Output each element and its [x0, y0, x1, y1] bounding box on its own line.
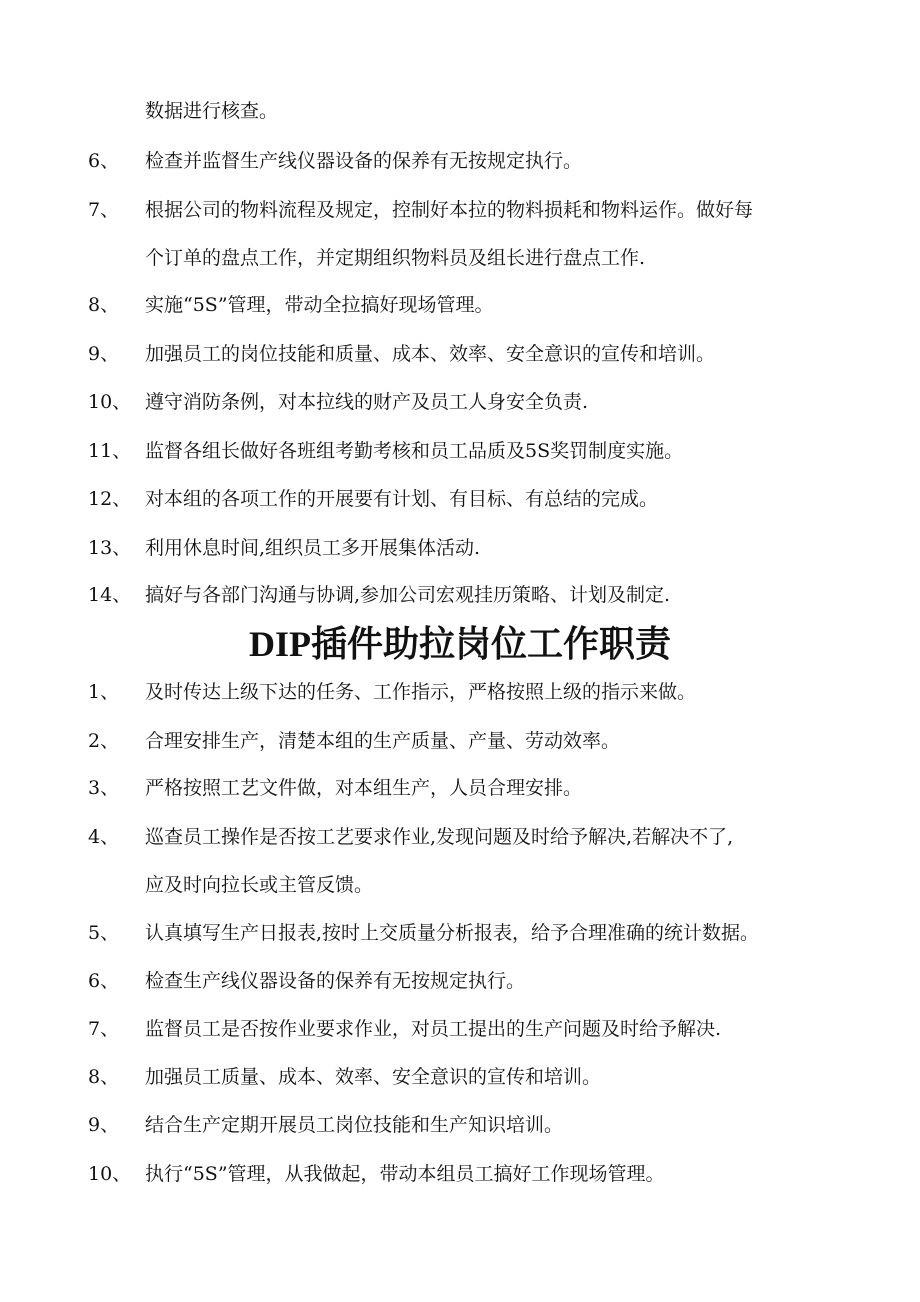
item-text: 及时传达上级下达的任务、工作指示，严格按照上级的指示来做。	[145, 681, 697, 703]
item-number: 8、	[88, 294, 120, 316]
item-number: 5、	[88, 922, 120, 944]
item-text: 个订单的盘点工作，并定期组织物料员及组长进行盘点工作.	[145, 247, 646, 269]
item-text: 应及时向拉长或主管反馈。	[145, 874, 374, 896]
item-text: 根据公司的物料流程及规定，控制好本拉的物料损耗和物料运作。做好每	[145, 199, 754, 221]
item-number: 13、	[88, 537, 132, 559]
item-number: 8、	[88, 1066, 120, 1088]
item-text: 加强员工的岗位技能和质量、成本、效率、安全意识的宣传和培训。	[145, 343, 716, 365]
item-text: 严格按照工艺文件做，对本组生产，人员合理安排。	[145, 777, 583, 799]
item-text: 利用休息时间,组织员工多开展集体活动.	[145, 537, 481, 559]
item-text: 搞好与各部门沟通与协调,参加公司宏观挂历策略、计划及制定.	[145, 584, 671, 606]
item-text: 遵守消防条例，对本拉线的财产及员工人身安全负责.	[145, 391, 589, 413]
item-number: 9、	[88, 1114, 120, 1136]
item-text: 监督各组长做好各班组考勤考核和员工品质及5S奖罚制度实施。	[145, 440, 684, 462]
item-number: 14、	[88, 584, 132, 606]
item-number: 12、	[88, 488, 132, 510]
item-text: 认真填写生产日报表,按时上交质量分析报表，给予合理准确的统计数据。	[145, 922, 760, 944]
continuation-text: 数据进行核查。	[145, 100, 279, 122]
item-text: 合理安排生产，清楚本组的生产质量、产量、劳动效率。	[145, 730, 621, 752]
item-number: 2、	[88, 730, 120, 752]
item-text: 实施“5S”管理，带动全拉搞好现场管理。	[145, 294, 494, 316]
item-text: 检查并监督生产线仪器设备的保养有无按规定执行。	[145, 150, 583, 172]
item-text: 执行“5S”管理，从我做起，带动本组员工搞好工作现场管理。	[145, 1163, 665, 1185]
item-number: 9、	[88, 343, 120, 365]
item-text: 监督员工是否按作业要求作业，对员工提出的生产问题及时给予解决.	[145, 1018, 722, 1040]
item-number: 6、	[88, 970, 120, 992]
item-number: 4、	[88, 826, 120, 848]
item-text: 检查生产线仪器设备的保养有无按规定执行。	[145, 970, 526, 992]
item-number: 7、	[88, 1018, 120, 1040]
item-number: 10、	[88, 391, 132, 413]
item-number: 1、	[88, 681, 120, 703]
item-text: 对本组的各项工作的开展要有计划、有目标、有总结的完成。	[145, 488, 659, 510]
item-text: 结合生产定期开展员工岗位技能和生产知识培训。	[145, 1114, 564, 1136]
item-number: 7、	[88, 199, 120, 221]
item-text: 加强员工质量、成本、效率、安全意识的宣传和培训。	[145, 1066, 602, 1088]
item-text: 巡查员工操作是否按工艺要求作业,发现问题及时给予解决,若解决不了,	[145, 826, 734, 848]
item-number: 10、	[88, 1163, 132, 1185]
item-number: 3、	[88, 777, 120, 799]
item-number: 6、	[88, 150, 120, 172]
section-title: DIP插件助拉岗位工作职责	[249, 624, 671, 664]
item-number: 11、	[88, 440, 132, 462]
